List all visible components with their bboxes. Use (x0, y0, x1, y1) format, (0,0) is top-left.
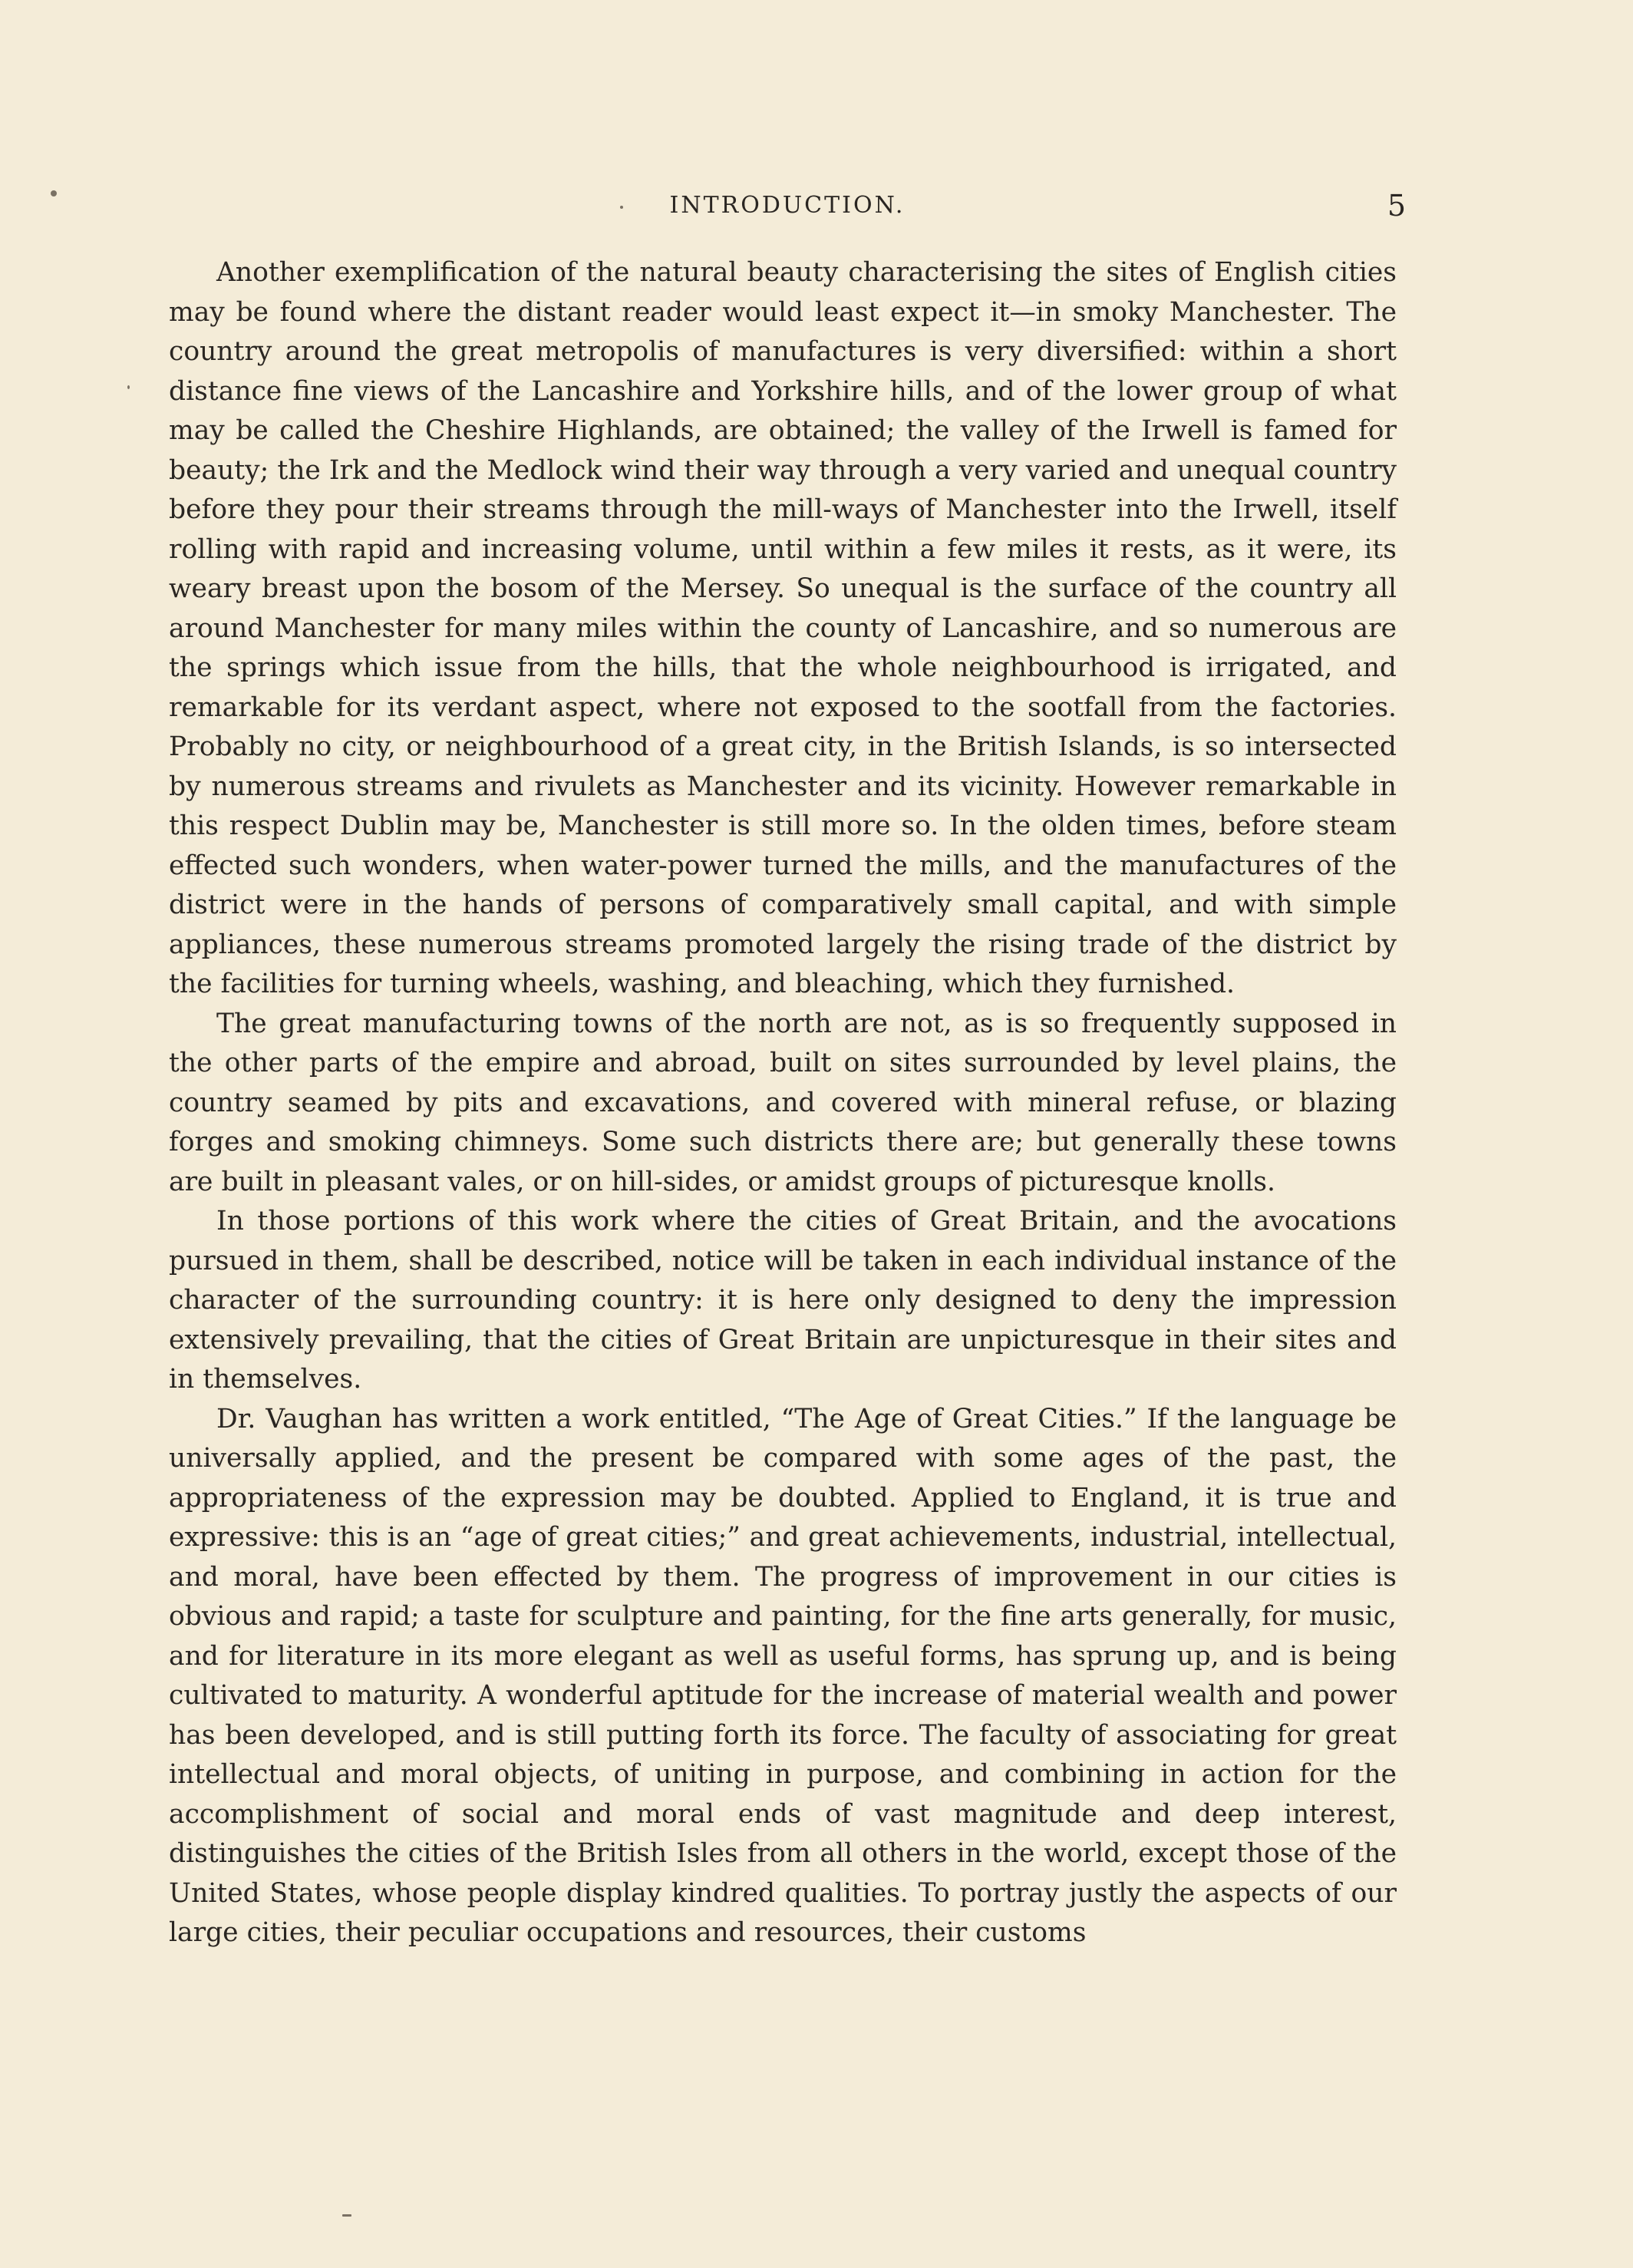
page-number: 5 (1387, 189, 1406, 223)
print-speck (127, 385, 130, 389)
paragraph: Another exemplification of the natural beauty characterising the sites of English cities may be found where the distant reader would least expect it—in smoky Manchester. The country around the great metropolis of manufactures is very diversified: within a short distance fine views of the Lancashire and Yorkshire hills, and of the lower group of what may be called the Cheshire Highlands, are obtained; the valley of the Irwell is famed for beauty; the Irk and the Medlock wind their way through a very varied and unequal country before they pour their streams through the mill-ways of Manchester into the Irwell, itself rolling with rapid and increasing volume, until within a few miles it rests, as it were, its weary breast upon the bosom of the Mersey. So unequal is the surface of the country all around Manchester for many miles within the county of Lancashire, and so numerous are the springs which issue from the hills, that the whole neighbourhood is irrigated, and remarkable for its verdant aspect, where not exposed to the sootfall from the factories. Probably no city, or neighbourhood of a great city, in the British Islands, is so intersected by numerous streams and rivulets as Manchester and its vicinity. However remarkable in this respect Dublin may be, Manchester is still more so. In the olden times, before steam effected such wonders, when water-power turned the mills, and the manufactures of the district were in the hands of persons of comparatively small capital, and with simple appliances, these numerous streams promoted largely the rising trade of the district by the facilities for turning wheels, washing, and bleaching, which they furnished. (169, 257, 1397, 999)
body-text (169, 253, 1397, 1953)
print-speck (342, 2214, 351, 2217)
paragraph: In those portions of this work where the cities of Great Britain, and the avocations pursued in them, shall be described, notice will be taken in each individual instance of the character of the surrounding country: it is here only designed to deny the impression extensively prevailing, that the cities of Great Britain are unpicturesque in their sites and in themselves. (169, 1206, 1397, 1395)
print-speck (51, 190, 57, 196)
paragraph: The great manufacturing towns of the north are not, as is so frequently supposed in the other parts of the empire and abroad, built on sites surrounded by level plains, the country seamed by pits and excavations, and covered with mineral refuse, or blazing forges and smoking chimneys. Some such districts there are; but generally these towns are built in pleasant vales, or on hill-sides, or amidst groups of picturesque knolls. (169, 1008, 1397, 1197)
paragraph: Dr. Vaughan has written a work entitled, “The Age of Great Cities.” If the language be universally applied, and the present be compared with some ages of the past, the appropriateness of the expression may be doubted. Applied to England, it is true and expressive: this is an “age of great cities;” and great achievements, industrial, intellectual, and moral, have been effected by them. The progress of improvement in our cities is obvious and rapid; a taste for sculpture and painting, for the fine arts generally, for music, and for literature in its more elegant as well as useful forms, has sprung up, and is being cultivated to maturity. A wonderful aptitude for the increase of material wealth and power has been developed, and is still putting forth its force. The faculty of associating for great intellectual and moral objects, of uniting in purpose, and combining in action for the accomplishment of social and moral ends of vast magnitude and deep interest, distinguishes the cities of the British Isles from all others in the world, except those of the United States, whose people display kindred qualities. To portray justly the aspects of our large cities, their peculiar occupations and resources, their customs (169, 1403, 1397, 1948)
running-header (169, 187, 1406, 224)
running-title: INTRODUCTION. (669, 192, 906, 219)
